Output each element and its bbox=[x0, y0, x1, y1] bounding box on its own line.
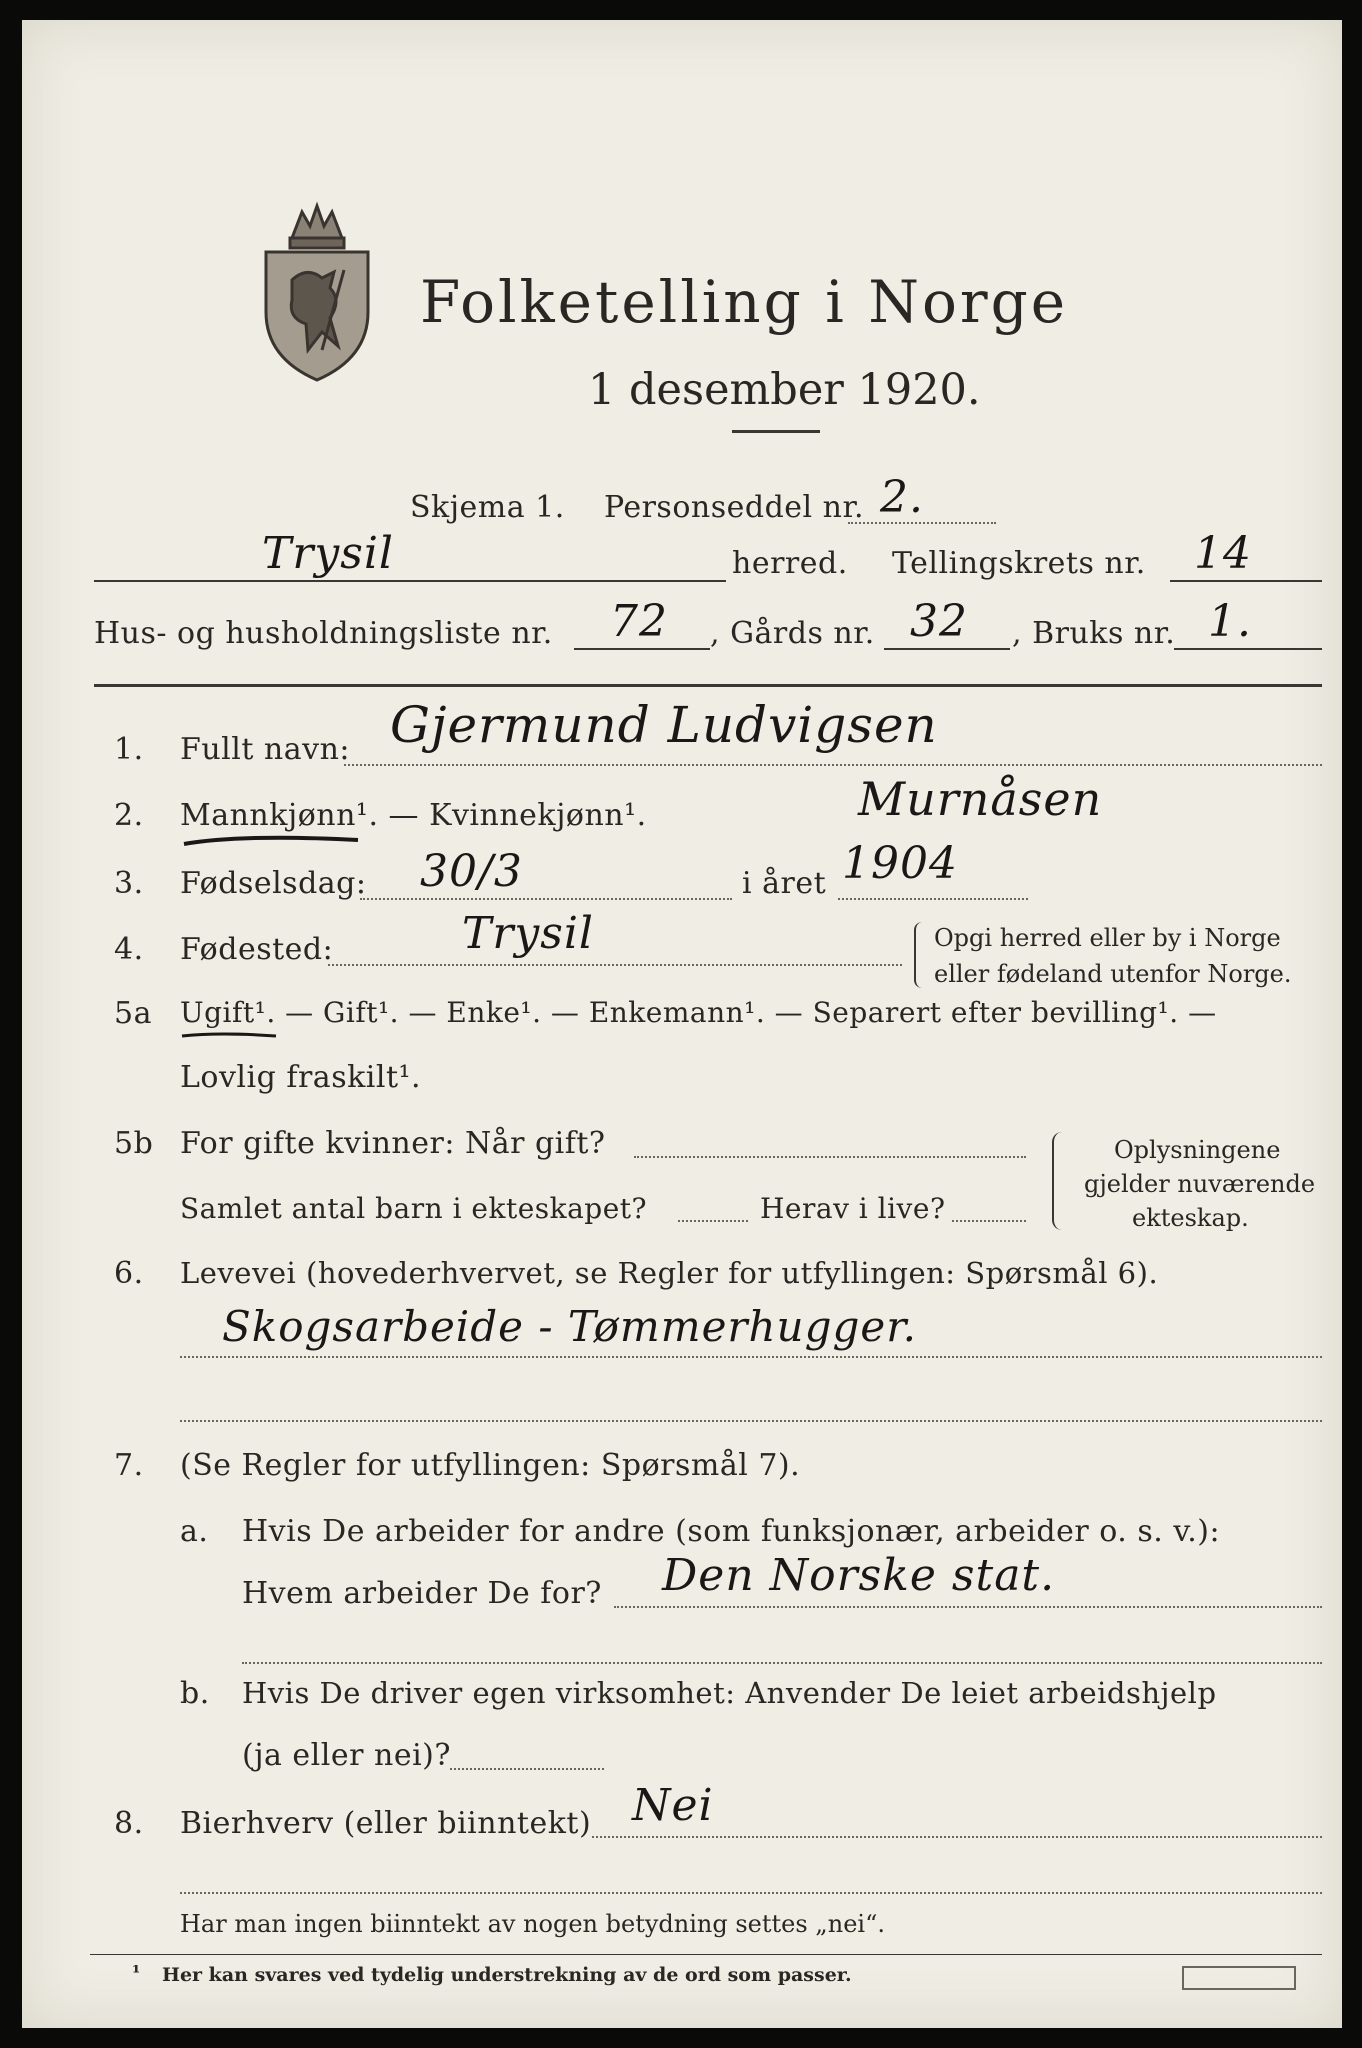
gards-label: , Gårds nr. bbox=[710, 616, 875, 651]
footer-divider bbox=[90, 1954, 1322, 1955]
q5b-brace bbox=[1052, 1132, 1066, 1230]
gards-line bbox=[884, 648, 1010, 650]
q5a-number: 5a bbox=[114, 996, 152, 1031]
q7b-letter: b. bbox=[180, 1676, 210, 1711]
q5b-line1: For gifte kvinner: Når gift? bbox=[180, 1126, 606, 1161]
norwegian-coat-of-arms-icon bbox=[252, 200, 382, 385]
personseddel-value[interactable]: 2. bbox=[880, 472, 924, 523]
q1-number: 1. bbox=[114, 732, 144, 767]
q4-line bbox=[328, 964, 902, 966]
q7b-line2: (ja eller nei)? bbox=[242, 1738, 451, 1773]
printer-stamp bbox=[1182, 1966, 1296, 1990]
q5b-note2: gjelder nuværende bbox=[1084, 1170, 1316, 1198]
hus-value[interactable]: 72 bbox=[610, 596, 668, 647]
personseddel-label: Personseddel nr. bbox=[604, 490, 865, 525]
birth-year-value[interactable]: 1904 bbox=[842, 838, 958, 889]
q7-number: 7. bbox=[114, 1448, 144, 1483]
q4-number: 4. bbox=[114, 932, 144, 967]
q3-line bbox=[360, 898, 732, 900]
q5a-line1: Ugift¹. — Gift¹. — Enke¹. — Enkemann¹. — Separert efter bevilling¹. — bbox=[180, 996, 1217, 1029]
q5b-note1: Oplysningene bbox=[1114, 1136, 1281, 1164]
q7b-line1: Hvis De driver egen virksomhet: Anvender De leiet arbeidshjelp bbox=[242, 1676, 1217, 1710]
q5b-alive-line bbox=[952, 1220, 1026, 1222]
herred-line bbox=[94, 580, 726, 582]
full-name-value[interactable]: Gjermund Ludvigsen bbox=[390, 696, 938, 754]
q4-note-line2: eller fødeland utenfor Norge. bbox=[934, 960, 1292, 988]
side-income-value[interactable]: Nei bbox=[632, 1780, 714, 1831]
census-form-page bbox=[22, 20, 1342, 2028]
birthplace-value[interactable]: Trysil bbox=[462, 908, 594, 959]
bruks-label: , Bruks nr. bbox=[1012, 616, 1176, 651]
tellingskrets-value[interactable]: 14 bbox=[1194, 528, 1252, 579]
tellingskrets-label: Tellingskrets nr. bbox=[892, 546, 1146, 581]
footer-note: Har man ingen biinntekt av nogen betydning settes „nei“. bbox=[180, 1910, 885, 1938]
q1-line bbox=[344, 764, 1322, 766]
q8-number: 8. bbox=[114, 1806, 144, 1841]
tellingskrets-line bbox=[1170, 580, 1322, 582]
q8-line bbox=[592, 1836, 1322, 1838]
bruks-line bbox=[1174, 648, 1322, 650]
q2-label: Mannkjønn¹. — Kvinnekjønn¹. bbox=[180, 798, 647, 833]
q2-number: 2. bbox=[114, 798, 144, 833]
q6-line1 bbox=[180, 1356, 1322, 1358]
q3-number: 3. bbox=[114, 866, 144, 901]
q6-label: Levevei (hovederhvervet, se Regler for utfyllingen: Spørsmål 6). bbox=[180, 1256, 1159, 1290]
q5b-number: 5b bbox=[114, 1126, 154, 1161]
herred-value[interactable]: Trysil bbox=[262, 528, 394, 579]
q5b-note3: ekteskap. bbox=[1132, 1204, 1249, 1232]
q7a-letter: a. bbox=[180, 1514, 209, 1549]
footnote-mark: ¹ bbox=[132, 1962, 141, 1984]
title-divider bbox=[732, 430, 820, 433]
gards-value[interactable]: 32 bbox=[910, 596, 968, 647]
q5b-when-line bbox=[634, 1156, 1026, 1158]
ugift-underline bbox=[180, 1028, 280, 1044]
q8-label: Bierhverv (eller biinntekt) bbox=[180, 1806, 592, 1841]
employer-value[interactable]: Den Norske stat. bbox=[662, 1550, 1056, 1601]
q4-brace bbox=[914, 922, 926, 988]
q5b-line2b: Herav i live? bbox=[760, 1192, 946, 1225]
hus-label: Hus- og husholdningsliste nr. bbox=[94, 616, 553, 651]
birthdate-value[interactable]: 30/3 bbox=[420, 846, 523, 897]
q6-number: 6. bbox=[114, 1256, 144, 1291]
footnote-text: Her kan svares ved tydelig understrekning av de ord som passer. bbox=[162, 1964, 852, 1986]
q7a-line-extra bbox=[242, 1662, 1322, 1664]
q7b-line bbox=[450, 1768, 604, 1770]
surname-value[interactable]: Murnåsen bbox=[858, 772, 1103, 826]
q5b-children-line bbox=[678, 1220, 748, 1222]
q3-year-label: i året bbox=[742, 866, 827, 901]
herred-label: herred. bbox=[732, 546, 848, 581]
q6-line2 bbox=[180, 1420, 1322, 1422]
q8-line-extra bbox=[180, 1892, 1322, 1894]
q4-note-line1: Opgi herred eller by i Norge bbox=[934, 924, 1281, 952]
q7a-line2: Hvem arbeider De for? bbox=[242, 1576, 602, 1611]
q1-label: Fullt navn: bbox=[180, 732, 351, 767]
q3-year-line bbox=[838, 898, 1028, 900]
hus-line bbox=[574, 648, 710, 650]
mannkjonn-underline bbox=[182, 830, 362, 850]
q7a-line bbox=[614, 1606, 1322, 1608]
q7a-line1: Hvis De arbeider for andre (som funksjonær, arbeider o. s. v.): bbox=[242, 1514, 1221, 1549]
occupation-value[interactable]: Skogsarbeide - Tømmerhugger. bbox=[222, 1302, 918, 1351]
bruks-value[interactable]: 1. bbox=[1208, 596, 1252, 647]
census-date: 1 desember 1920. bbox=[588, 365, 981, 415]
q4-label: Fødested: bbox=[180, 932, 334, 967]
q5a-line2: Lovlig fraskilt¹. bbox=[180, 1060, 422, 1095]
form-title: Folketelling i Norge bbox=[420, 268, 1069, 336]
skjema-label: Skjema 1. bbox=[410, 490, 565, 525]
section-divider bbox=[94, 684, 1322, 687]
q5b-line2a: Samlet antal barn i ekteskapet? bbox=[180, 1192, 648, 1225]
q3-label: Fødselsdag: bbox=[180, 866, 367, 901]
q7-label: (Se Regler for utfyllingen: Spørsmål 7). bbox=[180, 1448, 801, 1483]
